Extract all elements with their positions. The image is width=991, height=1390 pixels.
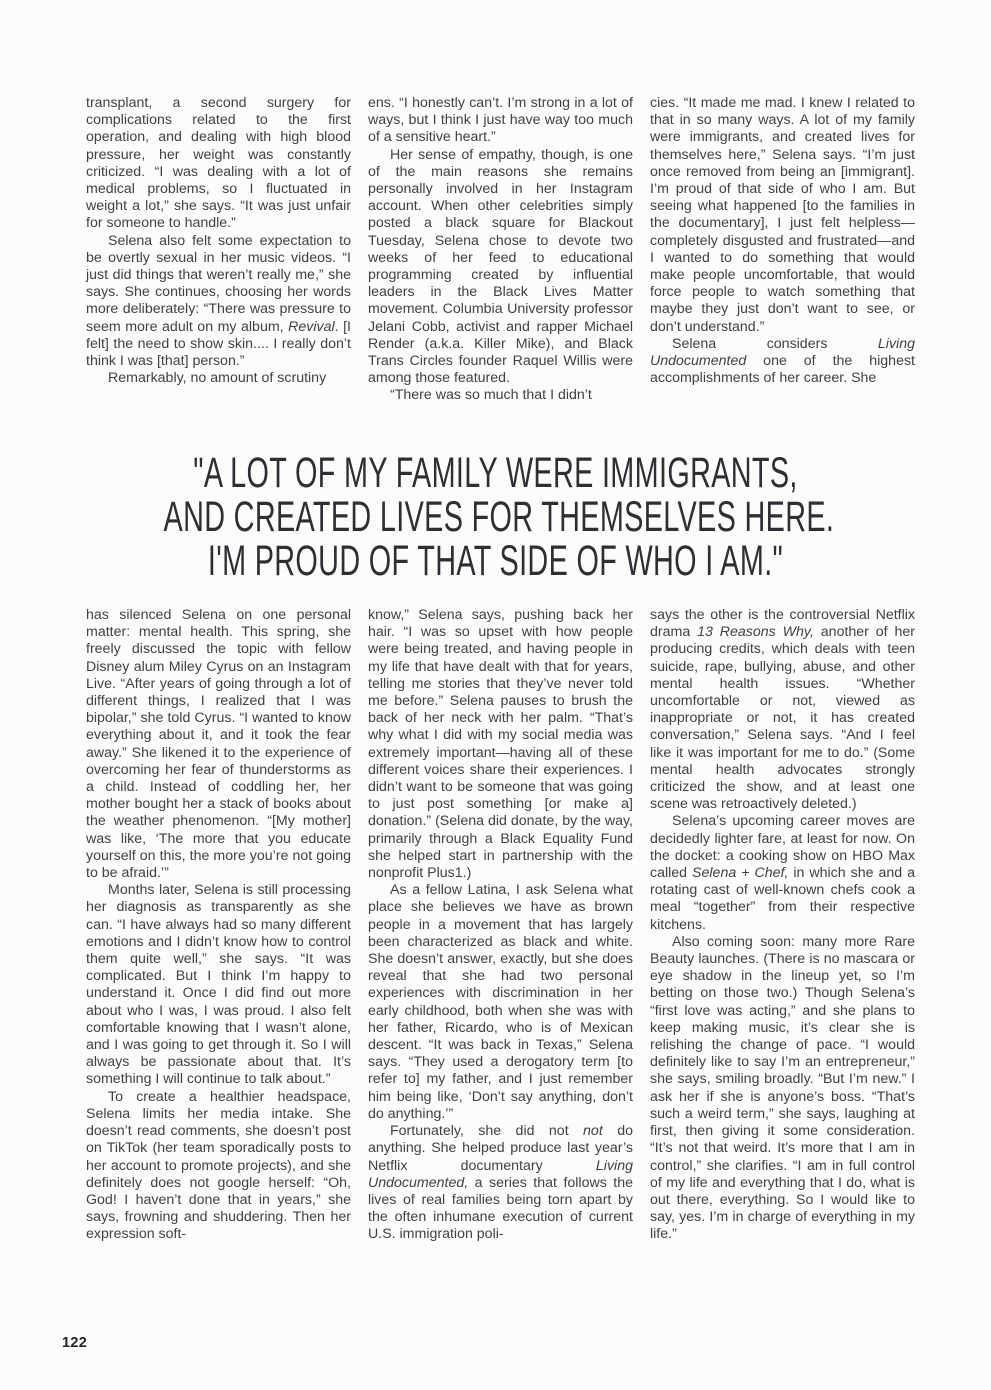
article-column-bottom-right (650, 607, 915, 1244)
pull-quote-line: "A LOT OF MY FAMILY WERE IMMIGRANTS, (193, 449, 798, 497)
paragraph: As a fellow Latina, I ask Selena what place she believes we have as brown people in a movement that has largely been characterized as black and white. She doesn’t answer, exactly, but she does reveal that she had two personal experiences with discrimination in her early childhood, both when she was with her father, Ricardo, who is of Mexican descent. “It was back in Texas,” Selena says. “They used a derogatory term [to refer to] my father, and I just remember him being like, ‘Don’t say anything, don’t do anything.’” (368, 882, 633, 1122)
paragraph: “There was so much that I didn’t (390, 387, 592, 404)
paragraph: says the other is the controversial Netflix drama 13 Reasons Why, another of her producing credits, which deals with teen suicide, rape, bullying, abuse, and other mental health issues. “Whether uncomfortable or not, viewed as inappropriate or not, it has created conversation,” Selena says. “And I feel like it was important for me to do.” (Some mental health advocates strongly criticized the show, and at least one scene was retroactively deleted.) (650, 607, 915, 813)
paragraph: Selena considers Living Undocumented one of the highest accomplishments of her career. She (650, 335, 915, 387)
page-number: 122 (62, 1335, 88, 1351)
paragraph: has silenced Selena on one personal matter: mental health. This spring, she freely discussed the topic with fellow Disney alum Miley Cyrus on an Instagram Live. “After years of going through a lot of different things, I realized that I was bipolar,” she told Cyrus. “I wanted to know everything about it, and it took the fear away.” She likened it to the experience of overcoming her fear of thunderstorms as a child. Instead of coddling her, her mother bought her a stack of books about the weather phenomenon. “[My mother] was like, ‘The more that you educate yourself on this, the more you’re not going to be afraid.’” (86, 607, 351, 882)
article-bottom-section (86, 607, 915, 1244)
pull-quote (0, 451, 991, 583)
paragraph: transplant, a second surgery for complications related to the first operation, and dealing with high blood pressure, her weight was constantly criticized. “I was dealing with a lot of medical problems, so I fluctuated in weight a lot,” she says. “It was just unfair for someone to handle.” (86, 95, 351, 232)
paragraph: Remarkably, no amount of scrutiny (108, 370, 327, 387)
article-column-top-left (86, 95, 351, 405)
paragraph: Selena’s upcoming career moves are decidedly lighter fare, at least for now. On the docket: a cooking show on HBO Max called Selena + Chef, in which she and a rotating cast of well-known chefs cook a meal “together” from their respective kitchens. (650, 813, 915, 933)
article-column-top-right (650, 95, 915, 405)
paragraph: Months later, Selena is still processing her diagnosis as transparently as she can. “I have always had so many different emotions and I didn’t know how to control them quite well,” she says. “It was complicated. But I think I’m happy to understand it. Once I did find out more about who I was, I was proud. I also felt comfortable knowing that I wasn’t alone, and I was going to get through it. So I will always be passionate about that. It’s something I will continue to talk about.” (86, 882, 351, 1088)
article-top-section (86, 95, 915, 405)
pull-quote-line: AND CREATED LIVES FOR THEMSELVES HERE. (163, 493, 835, 541)
paragraph: Selena also felt some expectation to be overtly sexual in her music videos. “I just did things that weren’t really me,” she says. She continues, choosing her words more deliberately: “There was pressure to seem more adult on my album, Revival. [I felt] the need to show skin.... I really don’t think I was [that] person.” (86, 232, 351, 370)
paragraph: Her sense of empathy, though, is one of the main reasons she remains personally involved in her Instagram account. When other celebrities simply posted a black square for Blackout Tuesday, Selena chose to devote two weeks of her feed to educational programming created by influential leaders in the Black Lives Matter movement. Columbia University professor Jelani Cobb, activist and rapper Michael Render (a.k.a. Killer Mike), and Black Trans Circles founder Raquel Willis were among those featured. (368, 146, 633, 387)
article-column-bottom-left (86, 607, 351, 1244)
article-column-top-middle (368, 95, 633, 405)
paragraph: know,” Selena says, pushing back her hair. “I was so upset with how people were being treated, and having people in my life that have dealt with that for years, telling me stories that they’ve never told me before.” Selena pauses to brush the back of her neck with her palm. “That’s why what I did with my social media was extremely important—having all of these different voices share their experiences. I didn’t want to be someone that was going to just post something [or make a] donation.” (Selena did donate, by the way, primarily through a Black Equality Fund she helped start in partnership with the nonprofit Plus1.) (368, 607, 633, 882)
paragraph: ens. “I honestly can’t. I’m strong in a lot of ways, but I think I just have way too much of a sensitive heart.” (368, 95, 633, 146)
pull-quote-line: I'M PROUD OF THAT SIDE OF WHO I AM." (207, 537, 784, 585)
article-column-bottom-middle (368, 607, 633, 1244)
paragraph: To create a healthier headspace, Selena limits her media intake. She doesn’t read comments, she doesn’t post on TikTok (her team sporadically posts to her account to promote projects), and she definitely does not google herself: “Oh, God! I haven’t done that in years,” she says, frowning and shuddering. Then her expression soft- (86, 1088, 351, 1243)
paragraph: cies. “It made me mad. I knew I related to that in so many ways. A lot of my family were immigrants, and created lives for themselves here,” Selena says. “I’m just once removed from being an [immigrant]. I’m proud of that side of who I am. But seeing what happened [to the families in the documentary], I just felt helpless—completely disgusted and frustrated—and I wanted to do something that would make people uncomfortable, that would force people to watch something that maybe they just don’t want to see, or don’t understand.” (650, 95, 915, 335)
paragraph: Also coming soon: many more Rare Beauty launches. (There is no mascara or eye shadow in the lineup yet, so I’m betting on those two.) Though Selena’s “first love was acting,” and she plans to keep making music, it’s clear she is relishing the change of pace. “I would definitely like to say I’m an entrepreneur,” she says, smiling broadly. “But I’m new.” I ask her if she is anyone’s boss. “That’s such a weird term,” she says, laughing at first, then giving it some consideration. “It’s not that weird. It’s more that I am in control,” she clarifies. “I am in full control of my life and everything that I do, what is out there, everything. So I would like to say, yes. I’m in charge of everything in my life.” (650, 933, 915, 1243)
paragraph: Fortunately, she did not not do anything. She helped produce last year’s Netflix documentary Living Undocumented, a series that follows the lives of real families being torn apart by the often inhumane execution of current U.S. immigration poli- (368, 1123, 633, 1243)
